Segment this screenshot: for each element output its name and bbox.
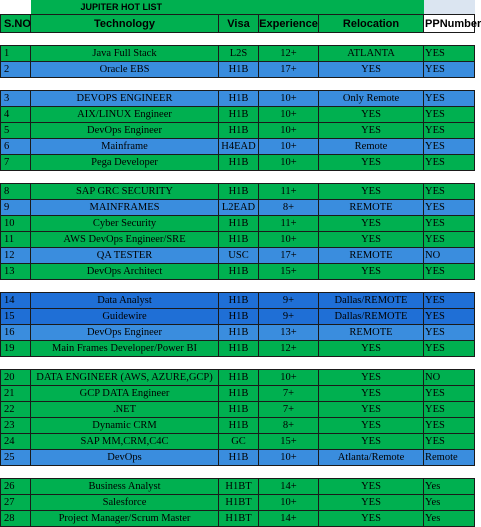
table-row — [1, 309, 475, 325]
spacer-row — [1, 280, 475, 293]
cell-experience: 17+ — [259, 62, 319, 78]
cell-sno: 22 — [1, 402, 31, 418]
table-row — [1, 434, 475, 450]
cell-sno: 28 — [1, 511, 31, 527]
cell-relocation: YES — [319, 511, 424, 527]
cell-relocation: REMOTE — [319, 200, 424, 216]
cell-ppnumber: YES — [424, 216, 475, 232]
header-technology: Technology — [31, 15, 219, 33]
table-row — [1, 46, 475, 62]
cell-technology: DevOps Engineer — [31, 123, 219, 139]
cell-relocation: YES — [319, 62, 424, 78]
cell-ppnumber: YES — [424, 107, 475, 123]
cell-ppnumber: YES — [424, 200, 475, 216]
cell-sno: 23 — [1, 418, 31, 434]
table-row — [1, 511, 475, 527]
cell-ppnumber: Yes — [424, 511, 475, 527]
cell-ppnumber: Yes — [424, 495, 475, 511]
cell-ppnumber: YES — [424, 293, 475, 309]
table-row — [1, 386, 475, 402]
cell-relocation: YES — [319, 264, 424, 280]
cell-ppnumber: YES — [424, 402, 475, 418]
cell-visa: H1B — [219, 370, 259, 386]
cell-visa: USC — [219, 248, 259, 264]
cell-sno: 9 — [1, 200, 31, 216]
cell-technology: GCP DATA Engineer — [31, 386, 219, 402]
spacer-row — [1, 33, 475, 46]
table-row — [1, 184, 475, 200]
cell-visa: H1B — [219, 341, 259, 357]
table-row — [1, 418, 475, 434]
cell-technology: Java Full Stack — [31, 46, 219, 62]
cell-sno: 15 — [1, 309, 31, 325]
cell-technology: Cyber Security — [31, 216, 219, 232]
cell-experience: 7+ — [259, 386, 319, 402]
cell-visa: H1B — [219, 264, 259, 280]
cell-visa: H1B — [219, 62, 259, 78]
cell-sno: 1 — [1, 46, 31, 62]
cell-sno: 2 — [1, 62, 31, 78]
spacer-row — [1, 357, 475, 370]
cell-ppnumber: YES — [424, 123, 475, 139]
cell-technology: SAP GRC SECURITY — [31, 184, 219, 200]
cell-sno: 4 — [1, 107, 31, 123]
cell-ppnumber: YES — [424, 418, 475, 434]
cell-experience: 12+ — [259, 341, 319, 357]
spacer-row — [1, 466, 475, 479]
cell-relocation: YES — [319, 123, 424, 139]
cell-technology: DEVOPS ENGINEER — [31, 91, 219, 107]
cell-sno: 11 — [1, 232, 31, 248]
cell-experience: 10+ — [259, 107, 319, 123]
cell-technology: Main Frames Developer/Power BI — [31, 341, 219, 357]
cell-visa: H1B — [219, 216, 259, 232]
cell-ppnumber: NO — [424, 370, 475, 386]
cell-visa: H1B — [219, 309, 259, 325]
cell-technology: Guidewire — [31, 309, 219, 325]
table-row — [1, 248, 475, 264]
table-row — [1, 232, 475, 248]
header-relocation: Relocation — [319, 15, 424, 33]
spacer-row — [1, 78, 475, 91]
header-visa: Visa — [219, 15, 259, 33]
cell-sno: 14 — [1, 293, 31, 309]
cell-technology: QA TESTER — [31, 248, 219, 264]
cell-relocation: Atlanta/Remote — [319, 450, 424, 466]
table-row — [1, 402, 475, 418]
cell-experience: 8+ — [259, 418, 319, 434]
cell-experience: 9+ — [259, 293, 319, 309]
cell-technology: Oracle EBS — [31, 62, 219, 78]
cell-sno: 3 — [1, 91, 31, 107]
cell-visa: H1B — [219, 232, 259, 248]
cell-visa: H1B — [219, 418, 259, 434]
cell-relocation: YES — [319, 216, 424, 232]
cell-ppnumber: Remote — [424, 450, 475, 466]
cell-visa: H1BT — [219, 495, 259, 511]
cell-technology: SAP MM,CRM,C4C — [31, 434, 219, 450]
cell-visa: H1B — [219, 402, 259, 418]
cell-technology: Pega Developer — [31, 155, 219, 171]
cell-technology: Project Manager/Scrum Master — [31, 511, 219, 527]
table-row — [1, 450, 475, 466]
table-row — [1, 123, 475, 139]
cell-relocation: Dallas/REMOTE — [319, 309, 424, 325]
cell-experience: 13+ — [259, 325, 319, 341]
cell-technology: MAINFRAMES — [31, 200, 219, 216]
cell-ppnumber: YES — [424, 232, 475, 248]
cell-visa: H1B — [219, 386, 259, 402]
cell-visa: H1B — [219, 293, 259, 309]
cell-ppnumber: YES — [424, 309, 475, 325]
cell-sno: 27 — [1, 495, 31, 511]
cell-relocation: YES — [319, 495, 424, 511]
table-row — [1, 200, 475, 216]
table-row — [1, 216, 475, 232]
cell-visa: H1B — [219, 155, 259, 171]
cell-technology: .NET — [31, 402, 219, 418]
cell-visa: H1B — [219, 450, 259, 466]
cell-sno: 20 — [1, 370, 31, 386]
cell-experience: 7+ — [259, 402, 319, 418]
cell-technology: DevOps Engineer — [31, 325, 219, 341]
cell-ppnumber: YES — [424, 434, 475, 450]
cell-sno: 12 — [1, 248, 31, 264]
cell-ppnumber: YES — [424, 341, 475, 357]
header-ppnumber: PPNumber — [424, 15, 475, 33]
cell-experience: 15+ — [259, 434, 319, 450]
cell-ppnumber: YES — [424, 91, 475, 107]
table-row — [1, 264, 475, 280]
cell-experience: 10+ — [259, 370, 319, 386]
cell-visa: H1B — [219, 107, 259, 123]
cell-technology: DevOps — [31, 450, 219, 466]
cell-experience: 10+ — [259, 123, 319, 139]
cell-sno: 19 — [1, 341, 31, 357]
table-row — [1, 91, 475, 107]
cell-sno: 24 — [1, 434, 31, 450]
table-row — [1, 341, 475, 357]
cell-ppnumber: YES — [424, 155, 475, 171]
sheet-title: JUPITER HOT LIST — [31, 0, 424, 15]
cell-experience: 11+ — [259, 184, 319, 200]
table-row — [1, 62, 475, 78]
cell-relocation: REMOTE — [319, 248, 424, 264]
cell-sno: 21 — [1, 386, 31, 402]
cell-relocation: ATLANTA — [319, 46, 424, 62]
cell-sno: 7 — [1, 155, 31, 171]
cell-relocation: YES — [319, 418, 424, 434]
cell-experience: 8+ — [259, 200, 319, 216]
cell-relocation: YES — [319, 341, 424, 357]
cell-experience: 11+ — [259, 216, 319, 232]
cell-ppnumber: Yes — [424, 479, 475, 495]
cell-relocation: YES — [319, 370, 424, 386]
cell-visa: H1B — [219, 184, 259, 200]
cell-visa: H1BT — [219, 511, 259, 527]
table-row — [1, 107, 475, 123]
cell-ppnumber: YES — [424, 264, 475, 280]
cell-technology: DevOps Architect — [31, 264, 219, 280]
cell-experience: 17+ — [259, 248, 319, 264]
cell-visa: L2S — [219, 46, 259, 62]
header-sno: S.NO — [1, 15, 31, 33]
table-row — [1, 139, 475, 155]
cell-technology: AIX/LINUX Engineer — [31, 107, 219, 123]
cell-experience: 10+ — [259, 155, 319, 171]
table-row — [1, 293, 475, 309]
cell-visa: GC — [219, 434, 259, 450]
cell-ppnumber: YES — [424, 386, 475, 402]
cell-experience: 14+ — [259, 511, 319, 527]
cell-sno: 6 — [1, 139, 31, 155]
header-experience: Experience — [259, 15, 319, 33]
table-row — [1, 155, 475, 171]
cell-experience: 14+ — [259, 479, 319, 495]
cell-experience: 9+ — [259, 309, 319, 325]
cell-sno: 16 — [1, 325, 31, 341]
cell-experience: 10+ — [259, 91, 319, 107]
cell-relocation: YES — [319, 479, 424, 495]
cell-sno: 8 — [1, 184, 31, 200]
title-row — [1, 0, 475, 15]
cell-technology: Business Analyst — [31, 479, 219, 495]
cell-technology: AWS DevOps Engineer/SRE — [31, 232, 219, 248]
spacer-row — [1, 171, 475, 184]
cell-ppnumber: YES — [424, 325, 475, 341]
cell-visa: L2EAD — [219, 200, 259, 216]
cell-experience: 12+ — [259, 46, 319, 62]
cell-experience: 10+ — [259, 450, 319, 466]
cell-sno: 25 — [1, 450, 31, 466]
cell-relocation: YES — [319, 402, 424, 418]
cell-sno: 10 — [1, 216, 31, 232]
cell-technology: Mainframe — [31, 139, 219, 155]
cell-experience: 10+ — [259, 232, 319, 248]
cell-visa: H1B — [219, 123, 259, 139]
cell-relocation: REMOTE — [319, 325, 424, 341]
header-row — [1, 15, 475, 33]
cell-technology: Salesforce — [31, 495, 219, 511]
cell-relocation: YES — [319, 386, 424, 402]
cell-technology: Data Analyst — [31, 293, 219, 309]
cell-visa: H1B — [219, 91, 259, 107]
table-row — [1, 479, 475, 495]
cell-technology: Dynamic CRM — [31, 418, 219, 434]
cell-relocation: YES — [319, 232, 424, 248]
cell-experience: 10+ — [259, 495, 319, 511]
cell-relocation: Remote — [319, 139, 424, 155]
cell-visa: H4EAD — [219, 139, 259, 155]
cell-ppnumber: YES — [424, 184, 475, 200]
cell-sno: 26 — [1, 479, 31, 495]
cell-ppnumber: NO — [424, 248, 475, 264]
cell-relocation: Dallas/REMOTE — [319, 293, 424, 309]
table-row — [1, 370, 475, 386]
cell-relocation: YES — [319, 107, 424, 123]
cell-sno: 5 — [1, 123, 31, 139]
cell-experience: 10+ — [259, 139, 319, 155]
cell-sno: 13 — [1, 264, 31, 280]
cell-ppnumber: YES — [424, 139, 475, 155]
cell-ppnumber: YES — [424, 62, 475, 78]
cell-visa: H1B — [219, 325, 259, 341]
cell-relocation: YES — [319, 434, 424, 450]
cell-visa: H1BT — [219, 479, 259, 495]
cell-relocation: Only Remote — [319, 91, 424, 107]
table-row — [1, 325, 475, 341]
cell-relocation: YES — [319, 184, 424, 200]
cell-experience: 15+ — [259, 264, 319, 280]
cell-technology: DATA ENGINEER (AWS, AZURE,GCP) — [31, 370, 219, 386]
cell-ppnumber: YES — [424, 46, 475, 62]
table-row — [1, 495, 475, 511]
cell-relocation: YES — [319, 155, 424, 171]
